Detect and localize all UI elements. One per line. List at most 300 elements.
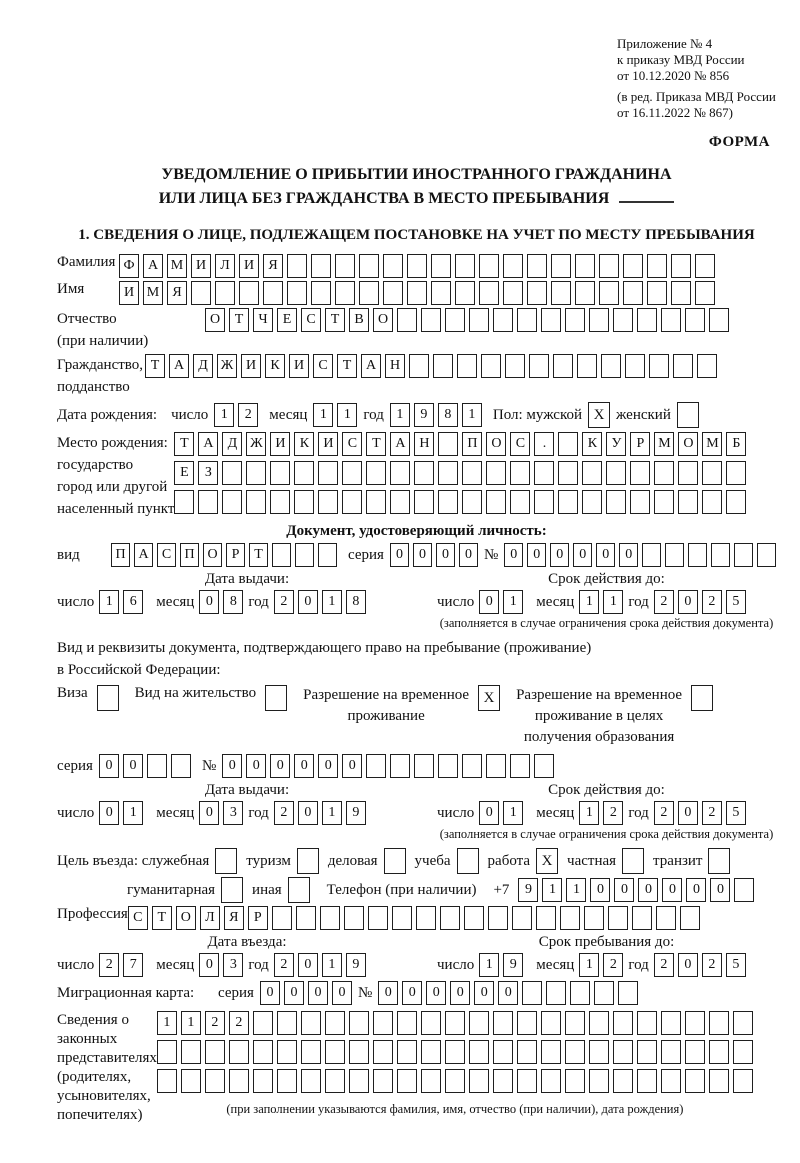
form-cell[interactable]: [510, 490, 530, 514]
form-cell[interactable]: [390, 754, 410, 778]
form-cell[interactable]: [551, 254, 571, 278]
form-cell[interactable]: [486, 490, 506, 514]
form-cell[interactable]: [397, 1069, 417, 1093]
form-cell[interactable]: 1: [566, 878, 586, 902]
form-cell[interactable]: [294, 490, 314, 514]
form-cell[interactable]: 0: [614, 878, 634, 902]
form-cell[interactable]: [695, 281, 715, 305]
form-cell[interactable]: Е: [277, 308, 297, 332]
form-cell[interactable]: И: [191, 254, 211, 278]
form-cell[interactable]: А: [198, 432, 218, 456]
form-cell[interactable]: [407, 254, 427, 278]
form-cell[interactable]: [685, 1011, 705, 1035]
form-cell[interactable]: [445, 1040, 465, 1064]
form-cell[interactable]: Ч: [253, 308, 273, 332]
form-cell[interactable]: [529, 354, 549, 378]
form-cell[interactable]: [601, 354, 621, 378]
form-cell[interactable]: О: [176, 906, 196, 930]
form-cell[interactable]: [565, 1011, 585, 1035]
form-cell[interactable]: 1: [503, 590, 523, 614]
form-cell[interactable]: [318, 490, 338, 514]
form-cell[interactable]: [205, 1069, 225, 1093]
form-cell[interactable]: [702, 461, 722, 485]
form-cell[interactable]: [390, 461, 410, 485]
form-cell[interactable]: [582, 461, 602, 485]
form-cell[interactable]: К: [582, 432, 602, 456]
form-cell[interactable]: 0: [498, 981, 518, 1005]
temp-residence-checkbox[interactable]: X: [478, 685, 500, 711]
form-cell[interactable]: [671, 254, 691, 278]
form-cell[interactable]: [277, 1069, 297, 1093]
form-cell[interactable]: К: [294, 432, 314, 456]
form-cell[interactable]: [421, 1040, 441, 1064]
form-cell[interactable]: [373, 1040, 393, 1064]
form-cell[interactable]: [534, 754, 554, 778]
official-checkbox[interactable]: [215, 848, 237, 874]
form-cell[interactable]: 0: [662, 878, 682, 902]
form-cell[interactable]: [685, 1040, 705, 1064]
form-cell[interactable]: 0: [474, 981, 494, 1005]
form-cell[interactable]: 9: [346, 801, 366, 825]
form-cell[interactable]: 1: [214, 403, 234, 427]
form-cell[interactable]: 0: [298, 590, 318, 614]
form-cell[interactable]: [565, 308, 585, 332]
form-cell[interactable]: [445, 1069, 465, 1093]
form-cell[interactable]: [734, 543, 753, 567]
form-cell[interactable]: [536, 906, 556, 930]
form-cell[interactable]: 9: [414, 403, 434, 427]
form-cell[interactable]: [277, 1040, 297, 1064]
form-cell[interactable]: [551, 281, 571, 305]
form-cell[interactable]: 2: [654, 590, 674, 614]
form-cell[interactable]: 2: [603, 801, 623, 825]
form-cell[interactable]: [493, 1011, 513, 1035]
form-cell[interactable]: [462, 461, 482, 485]
form-cell[interactable]: [246, 490, 266, 514]
form-cell[interactable]: 0: [199, 590, 219, 614]
form-cell[interactable]: [517, 1011, 537, 1035]
form-cell[interactable]: [534, 490, 554, 514]
form-cell[interactable]: [608, 906, 628, 930]
work-checkbox[interactable]: X: [536, 848, 558, 874]
form-cell[interactable]: [270, 490, 290, 514]
form-cell[interactable]: 2: [274, 590, 294, 614]
form-cell[interactable]: [541, 1011, 561, 1035]
form-cell[interactable]: Т: [145, 354, 165, 378]
form-cell[interactable]: [665, 543, 684, 567]
form-cell[interactable]: 1: [322, 801, 342, 825]
form-cell[interactable]: Б: [726, 432, 746, 456]
form-cell[interactable]: 8: [223, 590, 243, 614]
form-cell[interactable]: М: [702, 432, 722, 456]
form-cell[interactable]: 0: [638, 878, 658, 902]
form-cell[interactable]: [577, 354, 597, 378]
form-cell[interactable]: [671, 281, 691, 305]
form-cell[interactable]: [349, 1011, 369, 1035]
form-cell[interactable]: [272, 906, 292, 930]
form-cell[interactable]: [469, 1069, 489, 1093]
form-cell[interactable]: Ж: [217, 354, 237, 378]
form-cell[interactable]: 2: [238, 403, 258, 427]
form-cell[interactable]: [171, 754, 191, 778]
form-cell[interactable]: [469, 1040, 489, 1064]
form-cell[interactable]: [486, 754, 506, 778]
form-cell[interactable]: [757, 543, 776, 567]
form-cell[interactable]: И: [119, 281, 139, 305]
form-cell[interactable]: [464, 906, 484, 930]
form-cell[interactable]: [654, 490, 674, 514]
form-cell[interactable]: [613, 1069, 633, 1093]
form-cell[interactable]: [409, 354, 429, 378]
form-cell[interactable]: [493, 1069, 513, 1093]
form-cell[interactable]: [397, 1011, 417, 1035]
form-cell[interactable]: [517, 308, 537, 332]
form-cell[interactable]: [325, 1040, 345, 1064]
form-cell[interactable]: [503, 254, 523, 278]
form-cell[interactable]: С: [342, 432, 362, 456]
form-cell[interactable]: [311, 254, 331, 278]
form-cell[interactable]: [558, 461, 578, 485]
form-cell[interactable]: [373, 1069, 393, 1093]
form-cell[interactable]: 0: [246, 754, 266, 778]
form-cell[interactable]: [503, 281, 523, 305]
form-cell[interactable]: [469, 1011, 489, 1035]
form-cell[interactable]: 0: [298, 801, 318, 825]
form-cell[interactable]: [294, 461, 314, 485]
form-cell[interactable]: [181, 1069, 201, 1093]
form-cell[interactable]: [272, 543, 291, 567]
form-cell[interactable]: [301, 1011, 321, 1035]
female-checkbox[interactable]: [677, 402, 699, 428]
form-cell[interactable]: [414, 461, 434, 485]
form-cell[interactable]: [431, 254, 451, 278]
form-cell[interactable]: [301, 1040, 321, 1064]
form-cell[interactable]: С: [157, 543, 176, 567]
form-cell[interactable]: [505, 354, 525, 378]
form-cell[interactable]: [623, 281, 643, 305]
form-cell[interactable]: [366, 490, 386, 514]
form-cell[interactable]: [366, 754, 386, 778]
form-cell[interactable]: [318, 543, 337, 567]
temp-residence-education-checkbox[interactable]: [691, 685, 713, 711]
form-cell[interactable]: [680, 906, 700, 930]
form-cell[interactable]: [438, 490, 458, 514]
form-cell[interactable]: [606, 490, 626, 514]
form-cell[interactable]: [642, 543, 661, 567]
form-cell[interactable]: 0: [123, 754, 143, 778]
form-cell[interactable]: [541, 308, 561, 332]
form-cell[interactable]: [656, 906, 676, 930]
form-cell[interactable]: 5: [726, 590, 746, 614]
form-cell[interactable]: 1: [479, 953, 499, 977]
form-cell[interactable]: [711, 543, 730, 567]
form-cell[interactable]: [457, 354, 477, 378]
form-cell[interactable]: [335, 281, 355, 305]
form-cell[interactable]: Я: [263, 254, 283, 278]
form-cell[interactable]: 0: [678, 590, 698, 614]
form-cell[interactable]: [709, 1011, 729, 1035]
form-cell[interactable]: [253, 1011, 273, 1035]
form-cell[interactable]: [438, 754, 458, 778]
form-cell[interactable]: [637, 1011, 657, 1035]
form-cell[interactable]: 9: [518, 878, 538, 902]
form-cell[interactable]: [575, 281, 595, 305]
form-cell[interactable]: [688, 543, 707, 567]
form-cell[interactable]: [685, 308, 705, 332]
form-cell[interactable]: 2: [603, 953, 623, 977]
form-cell[interactable]: [661, 1040, 681, 1064]
form-cell[interactable]: С: [510, 432, 530, 456]
form-cell[interactable]: [632, 906, 652, 930]
form-cell[interactable]: А: [169, 354, 189, 378]
form-cell[interactable]: [734, 878, 754, 902]
form-cell[interactable]: 1: [322, 953, 342, 977]
form-cell[interactable]: 0: [260, 981, 280, 1005]
form-cell[interactable]: [462, 754, 482, 778]
form-cell[interactable]: [335, 254, 355, 278]
form-cell[interactable]: 1: [579, 590, 599, 614]
form-cell[interactable]: [726, 461, 746, 485]
form-cell[interactable]: 1: [313, 403, 333, 427]
form-cell[interactable]: [344, 906, 364, 930]
form-cell[interactable]: И: [289, 354, 309, 378]
form-cell[interactable]: 0: [459, 543, 478, 567]
form-cell[interactable]: [481, 354, 501, 378]
form-cell[interactable]: [263, 281, 283, 305]
form-cell[interactable]: 8: [438, 403, 458, 427]
form-cell[interactable]: М: [167, 254, 187, 278]
form-cell[interactable]: А: [134, 543, 153, 567]
form-cell[interactable]: [486, 461, 506, 485]
form-cell[interactable]: [222, 461, 242, 485]
form-cell[interactable]: [709, 1040, 729, 1064]
form-cell[interactable]: [421, 1011, 441, 1035]
form-cell[interactable]: 0: [710, 878, 730, 902]
form-cell[interactable]: 2: [702, 953, 722, 977]
form-cell[interactable]: [558, 490, 578, 514]
form-cell[interactable]: 0: [99, 754, 119, 778]
form-cell[interactable]: [174, 490, 194, 514]
form-cell[interactable]: Д: [222, 432, 242, 456]
form-cell[interactable]: [565, 1040, 585, 1064]
form-cell[interactable]: [589, 308, 609, 332]
form-cell[interactable]: 0: [318, 754, 338, 778]
form-cell[interactable]: [560, 906, 580, 930]
form-cell[interactable]: [527, 281, 547, 305]
form-cell[interactable]: [301, 1069, 321, 1093]
form-cell[interactable]: 0: [450, 981, 470, 1005]
form-cell[interactable]: [618, 981, 638, 1005]
form-cell[interactable]: С: [301, 308, 321, 332]
form-cell[interactable]: [311, 281, 331, 305]
form-cell[interactable]: [270, 461, 290, 485]
form-cell[interactable]: М: [143, 281, 163, 305]
business-checkbox[interactable]: [384, 848, 406, 874]
form-cell[interactable]: С: [313, 354, 333, 378]
form-cell[interactable]: [512, 906, 532, 930]
form-cell[interactable]: [661, 308, 681, 332]
form-cell[interactable]: А: [361, 354, 381, 378]
form-cell[interactable]: 5: [726, 953, 746, 977]
form-cell[interactable]: 1: [157, 1011, 177, 1035]
form-cell[interactable]: [709, 1069, 729, 1093]
form-cell[interactable]: [613, 1011, 633, 1035]
form-cell[interactable]: [462, 490, 482, 514]
form-cell[interactable]: 1: [579, 801, 599, 825]
form-cell[interactable]: [181, 1040, 201, 1064]
form-cell[interactable]: 0: [270, 754, 290, 778]
form-cell[interactable]: [570, 981, 590, 1005]
form-cell[interactable]: [630, 461, 650, 485]
form-cell[interactable]: [647, 281, 667, 305]
form-cell[interactable]: [349, 1040, 369, 1064]
form-cell[interactable]: .: [534, 432, 554, 456]
form-cell[interactable]: [541, 1069, 561, 1093]
form-cell[interactable]: [589, 1011, 609, 1035]
form-cell[interactable]: [440, 906, 460, 930]
form-cell[interactable]: 6: [123, 590, 143, 614]
form-cell[interactable]: [414, 490, 434, 514]
form-cell[interactable]: Т: [249, 543, 268, 567]
form-cell[interactable]: 1: [322, 590, 342, 614]
form-cell[interactable]: [488, 906, 508, 930]
form-cell[interactable]: 0: [342, 754, 362, 778]
form-cell[interactable]: [553, 354, 573, 378]
form-cell[interactable]: [296, 906, 316, 930]
form-cell[interactable]: 2: [229, 1011, 249, 1035]
form-cell[interactable]: [157, 1069, 177, 1093]
form-cell[interactable]: Л: [200, 906, 220, 930]
form-cell[interactable]: 0: [596, 543, 615, 567]
private-checkbox[interactable]: [622, 848, 644, 874]
form-cell[interactable]: Л: [215, 254, 235, 278]
form-cell[interactable]: 1: [462, 403, 482, 427]
form-cell[interactable]: [368, 906, 388, 930]
form-cell[interactable]: Д: [193, 354, 213, 378]
form-cell[interactable]: О: [203, 543, 222, 567]
form-cell[interactable]: Н: [385, 354, 405, 378]
form-cell[interactable]: [253, 1040, 273, 1064]
form-cell[interactable]: [637, 1040, 657, 1064]
residence-permit-checkbox[interactable]: [265, 685, 287, 711]
form-cell[interactable]: [342, 461, 362, 485]
form-cell[interactable]: 7: [123, 953, 143, 977]
form-cell[interactable]: 1: [542, 878, 562, 902]
form-cell[interactable]: [366, 461, 386, 485]
form-cell[interactable]: [215, 281, 235, 305]
form-cell[interactable]: [709, 308, 729, 332]
form-cell[interactable]: 1: [123, 801, 143, 825]
form-cell[interactable]: [414, 754, 434, 778]
form-cell[interactable]: 0: [308, 981, 328, 1005]
form-cell[interactable]: Т: [325, 308, 345, 332]
form-cell[interactable]: 0: [99, 801, 119, 825]
form-cell[interactable]: [606, 461, 626, 485]
form-cell[interactable]: 0: [686, 878, 706, 902]
form-cell[interactable]: [697, 354, 717, 378]
form-cell[interactable]: [342, 490, 362, 514]
form-cell[interactable]: 0: [413, 543, 432, 567]
form-cell[interactable]: [479, 281, 499, 305]
form-cell[interactable]: 0: [619, 543, 638, 567]
form-cell[interactable]: 0: [573, 543, 592, 567]
form-cell[interactable]: 3: [223, 801, 243, 825]
form-cell[interactable]: О: [486, 432, 506, 456]
form-cell[interactable]: [517, 1069, 537, 1093]
form-cell[interactable]: [527, 254, 547, 278]
form-cell[interactable]: 0: [479, 590, 499, 614]
tourism-checkbox[interactable]: [297, 848, 319, 874]
form-cell[interactable]: 8: [346, 590, 366, 614]
form-cell[interactable]: [438, 461, 458, 485]
form-cell[interactable]: Т: [174, 432, 194, 456]
form-cell[interactable]: [359, 254, 379, 278]
form-cell[interactable]: 2: [702, 590, 722, 614]
form-cell[interactable]: [397, 308, 417, 332]
form-cell[interactable]: [445, 308, 465, 332]
form-cell[interactable]: [695, 254, 715, 278]
form-cell[interactable]: [229, 1040, 249, 1064]
form-cell[interactable]: [613, 1040, 633, 1064]
form-cell[interactable]: [433, 354, 453, 378]
form-cell[interactable]: [325, 1011, 345, 1035]
form-cell[interactable]: [455, 281, 475, 305]
form-cell[interactable]: [599, 281, 619, 305]
form-cell[interactable]: 2: [274, 953, 294, 977]
form-cell[interactable]: О: [205, 308, 225, 332]
male-checkbox[interactable]: X: [588, 402, 610, 428]
form-cell[interactable]: [349, 1069, 369, 1093]
form-cell[interactable]: 1: [503, 801, 523, 825]
form-cell[interactable]: В: [349, 308, 369, 332]
form-cell[interactable]: 0: [527, 543, 546, 567]
form-cell[interactable]: Я: [224, 906, 244, 930]
form-cell[interactable]: Я: [167, 281, 187, 305]
form-cell[interactable]: У: [606, 432, 626, 456]
form-cell[interactable]: [325, 1069, 345, 1093]
form-cell[interactable]: [637, 308, 657, 332]
form-cell[interactable]: И: [239, 254, 259, 278]
form-cell[interactable]: Р: [226, 543, 245, 567]
form-cell[interactable]: 1: [603, 590, 623, 614]
form-cell[interactable]: [702, 490, 722, 514]
form-cell[interactable]: [589, 1040, 609, 1064]
form-cell[interactable]: [416, 906, 436, 930]
form-cell[interactable]: 0: [504, 543, 523, 567]
form-cell[interactable]: [534, 461, 554, 485]
form-cell[interactable]: И: [318, 432, 338, 456]
form-cell[interactable]: [584, 906, 604, 930]
form-cell[interactable]: 0: [222, 754, 242, 778]
form-cell[interactable]: К: [265, 354, 285, 378]
form-cell[interactable]: [582, 490, 602, 514]
form-cell[interactable]: О: [373, 308, 393, 332]
form-cell[interactable]: 1: [579, 953, 599, 977]
form-cell[interactable]: О: [678, 432, 698, 456]
form-cell[interactable]: 1: [181, 1011, 201, 1035]
form-cell[interactable]: [546, 981, 566, 1005]
form-cell[interactable]: Р: [630, 432, 650, 456]
form-cell[interactable]: [678, 461, 698, 485]
form-cell[interactable]: [320, 906, 340, 930]
form-cell[interactable]: [493, 308, 513, 332]
form-cell[interactable]: [541, 1040, 561, 1064]
form-cell[interactable]: Ж: [246, 432, 266, 456]
form-cell[interactable]: [421, 1069, 441, 1093]
form-cell[interactable]: [431, 281, 451, 305]
form-cell[interactable]: 1: [390, 403, 410, 427]
form-cell[interactable]: 2: [702, 801, 722, 825]
